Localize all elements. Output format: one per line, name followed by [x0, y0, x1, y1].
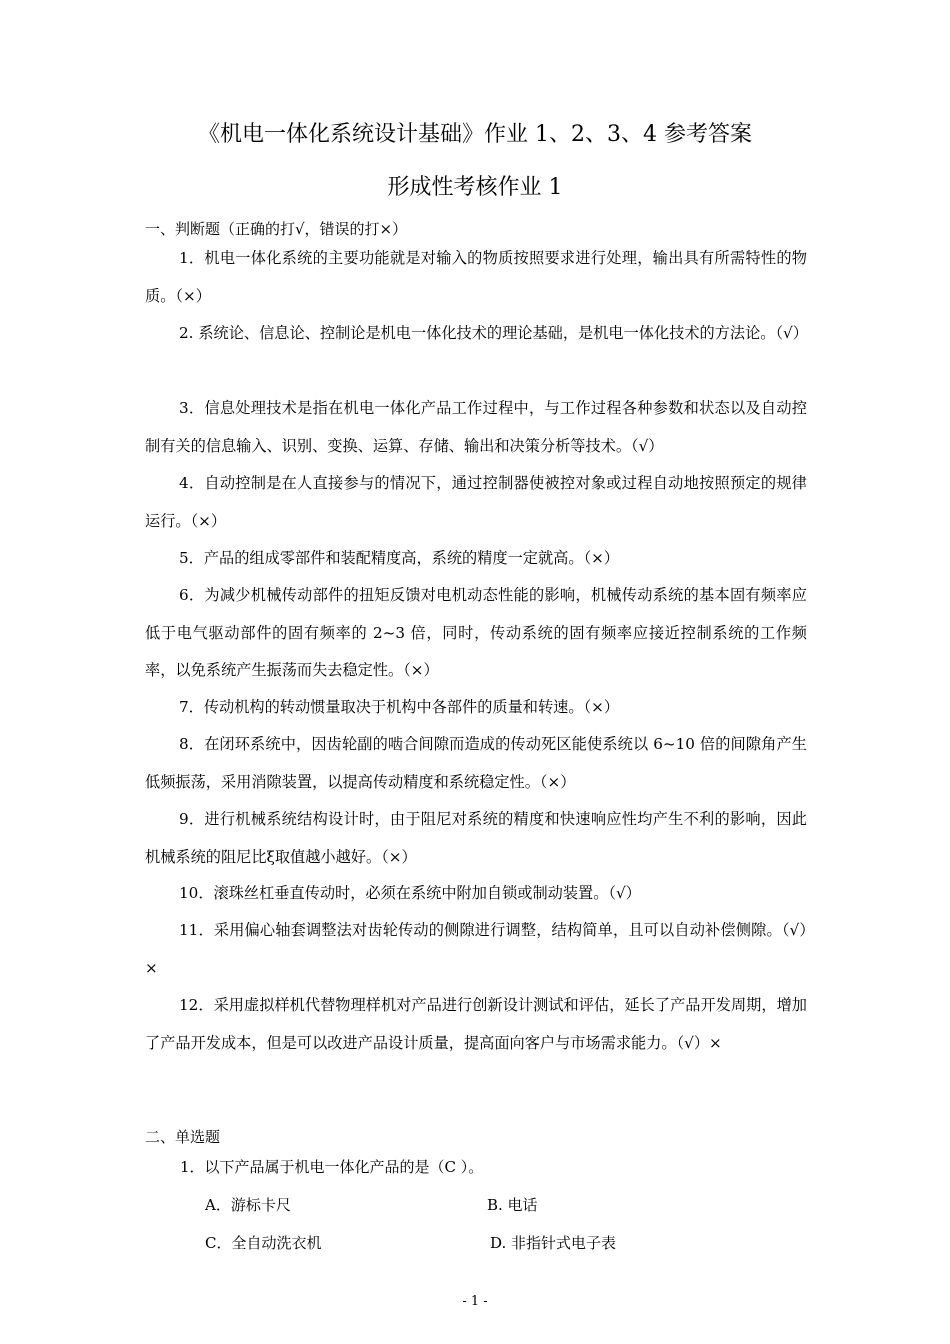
section1-heading: 一、判断题（正确的打√，错误的打×） [145, 220, 408, 238]
option-b: B. 电话 [487, 1196, 538, 1214]
question-7: 7．传动机构的转动惯量取决于机构中各部件的质量和转速。（×） [179, 698, 620, 716]
question-3: 3．信息处理技术是指在机电一体化产品工作过程中，与工作过程各种参数和状态以及自动控制有关的信息输入、识别、变换、运算、存储、输出和决策分析等技术。（√） [145, 399, 807, 455]
single-choice-question-1: 1．以下产品属于机电一体化产品的是（C ）。 [180, 1158, 484, 1176]
question-12: 12．采用虚拟样机代替物理样机对产品进行创新设计测试和评估，延长了产品开发周期，增加了产品开发成本，但是可以改进产品设计质量，提高面向客户与市场需求能力。（√）× [145, 996, 807, 1052]
question-5: 5．产品的组成零部件和装配精度高，系统的精度一定就高。（×） [179, 549, 620, 567]
question-8: 8．在闭环系统中，因齿轮副的啮合间隙而造成的传动死区能使系统以 6~10 倍的间隙角产生低频振荡，采用消隙装置，以提高传动精度和系统稳定性。（×） [145, 735, 807, 791]
option-d: D. 非指针式电子表 [490, 1234, 617, 1252]
option-c: C．全自动洗衣机 [205, 1234, 322, 1252]
question-10: 10．滚珠丝杠垂直传动时，必须在系统中附加自锁或制动装置。（√） [179, 884, 641, 902]
question-11: 11．采用偏心轴套调整法对齿轮传动的侧隙进行调整，结构简单，且可以自动补偿侧隙。（√）× [145, 921, 807, 977]
document-title: 《机电一体化系统设计基础》作业 1、2、3、4 参考答案 [198, 122, 752, 147]
question-1: 1．机电一体化系统的主要功能就是对输入的物质按照要求进行处理，输出具有所需特性的物质。（×） [145, 249, 807, 305]
document-subtitle: 形成性考核作业 1 [387, 175, 563, 200]
question-2: 2. 系统论、信息论、控制论是机电一体化技术的理论基础，是机电一体化技术的方法论。（√） [179, 324, 808, 342]
option-a: A．游标卡尺 [205, 1196, 291, 1214]
question-4: 4．自动控制是在人直接参与的情况下，通过控制器使被控对象或过程自动地按照预定的规律运行。（×） [145, 474, 807, 530]
question-6: 6．为减少机械传动部件的扭矩反馈对电机动态性能的影响，机械传动系统的基本固有频率应低于电气驱动部件的固有频率的 2~3 倍，同时，传动系统的固有频率应接近控制系统的工作频率，以免系统产生振荡而失去稳定性。（×） [145, 586, 807, 679]
question-9: 9．进行机械系统结构设计时，由于阻尼对系统的精度和快速响应性均产生不利的影响，因此机械系统的阻尼比ξ取值越小越好。（×） [145, 810, 807, 866]
section2-heading: 二、单选题 [145, 1128, 221, 1146]
page-number: - 1 - [462, 1294, 488, 1309]
